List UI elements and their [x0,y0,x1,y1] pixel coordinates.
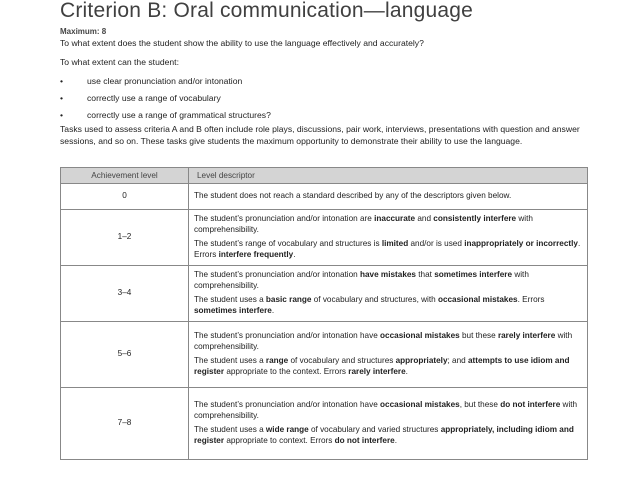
bullet-text: correctly use a range of vocabulary [87,93,221,103]
descriptor-text [194,295,582,316]
bullet-icon: • [60,93,64,103]
descriptor-run: The student’s pronunciation and/or intonation have [194,400,381,409]
emphasis-text: do not interfere [500,400,561,409]
descriptor-run: The student does not reach a standard described by any of the descriptors given below. [194,190,512,200]
descriptor-text [194,214,582,235]
descriptor-run: . Errors [194,239,581,259]
descriptor-cell [189,184,588,210]
level-cell: 0 [61,184,189,210]
table-row [61,184,588,210]
intro-text: To what extent can the student: [60,57,179,67]
descriptor-run: with comprehensibility. [194,400,578,420]
descriptor-run: and/or is used [408,239,465,248]
descriptor-run: . Errors [517,295,545,304]
level-cell: 3–4 [61,266,189,322]
descriptor-run: with comprehensibility. [194,214,533,234]
emphasis-text: have mistakes [360,270,416,279]
emphasis-text: rarely interfere [497,331,556,340]
descriptor-text [194,191,582,202]
descriptor-run: but these [459,331,498,340]
emphasis-text: attempts to use idiom and register [194,356,570,376]
level-cell: 7–8 [61,388,189,460]
bullet-text: correctly use a range of grammatical structures? [87,110,271,120]
emphasis-text: limited [381,239,409,248]
descriptor-text [194,400,582,421]
descriptor-run: appropriate to context. Errors [224,435,335,445]
emphasis-text: occasional mistakes [437,295,518,304]
emphasis-text: sometimes interfere [194,305,272,315]
emphasis-text: occasional mistakes [380,331,460,340]
descriptor-text [194,331,582,352]
descriptor-cell [189,210,588,266]
descriptor-run: . [293,249,296,259]
descriptor-run: The student’s pronunciation and/or intonation are [194,214,375,223]
tasks-paragraph: Tasks used to assess criteria A and B often include role plays, discussions, pair work, interviews, presentations with question and answer sessions, and so on. These tasks give students the maximum opportunity to demonstrate their ability to use the language. [60,124,580,146]
emphasis-text: wide range [265,425,309,434]
descriptor-run: , but these [459,400,501,409]
bullet-icon: • [60,76,64,86]
descriptor-text [194,425,582,446]
descriptor-text [194,239,582,260]
descriptor-run: of vocabulary and structures, with [311,295,438,304]
bullet-icon: • [60,110,64,120]
descriptor-run: of vocabulary and structures [288,356,396,365]
page-title: Criterion B: Oral communication—language [60,0,474,22]
emphasis-text: appropriately [395,356,448,365]
descriptor-run: The student uses a [194,295,266,304]
descriptor-text [194,356,582,377]
maximum-score: Maximum: 8 [60,27,107,36]
emphasis-text: appropriately, including idiom and register [194,425,574,445]
emphasis-text: do not interfere [334,435,395,445]
descriptor-run: The student’s pronunciation and/or intonation [194,270,360,279]
guiding-question: To what extent does the student show the ability to use the language effectively and accurately? [60,38,424,48]
table-row [61,210,588,266]
header-achievement-level: Achievement level [61,168,189,184]
table-row [61,322,588,388]
emphasis-text: inaccurate [374,214,416,223]
emphasis-text: range [265,356,289,365]
emphasis-text: sometimes interfere [434,270,513,279]
descriptor-run: and [415,214,434,223]
descriptor-table [60,167,588,460]
descriptor-run: with comprehensibility. [194,270,529,290]
emphasis-text: rarely interfere [348,366,406,376]
descriptor-text [194,270,582,291]
descriptor-cell [189,266,588,322]
emphasis-text: consistently interfere [433,214,517,223]
descriptor-run: The student’s range of vocabulary and structures is [194,239,382,248]
descriptor-run: of vocabulary and varied structures [308,425,441,434]
descriptor-run: ; and [447,356,468,365]
table-row [61,388,588,460]
descriptor-run: The student uses a [194,356,266,365]
table-header-row [61,168,588,184]
descriptor-run: The student uses a [194,425,266,434]
descriptor-cell [189,322,588,388]
descriptor-run: . [405,366,408,376]
descriptor-run: that [416,270,435,279]
bullet-text: use clear pronunciation and/or intonation [87,76,243,86]
level-cell: 1–2 [61,210,189,266]
descriptor-run: The student’s pronunciation and/or intonation have [194,331,381,340]
header-level-descriptor: Level descriptor [189,168,588,184]
descriptor-run: . [271,305,275,315]
table-row [61,266,588,322]
descriptor-cell [189,388,588,460]
descriptor-run: . [394,435,397,445]
level-cell: 5–6 [61,322,189,388]
descriptor-run: with comprehensibility. [194,331,573,351]
emphasis-text: interfere frequently [218,249,294,259]
emphasis-text: inappropriately or incorrectly [464,239,578,248]
descriptor-run: appropriate to the context. Errors [224,366,349,376]
emphasis-text: occasional mistakes [380,400,460,409]
emphasis-text: basic range [265,295,312,304]
